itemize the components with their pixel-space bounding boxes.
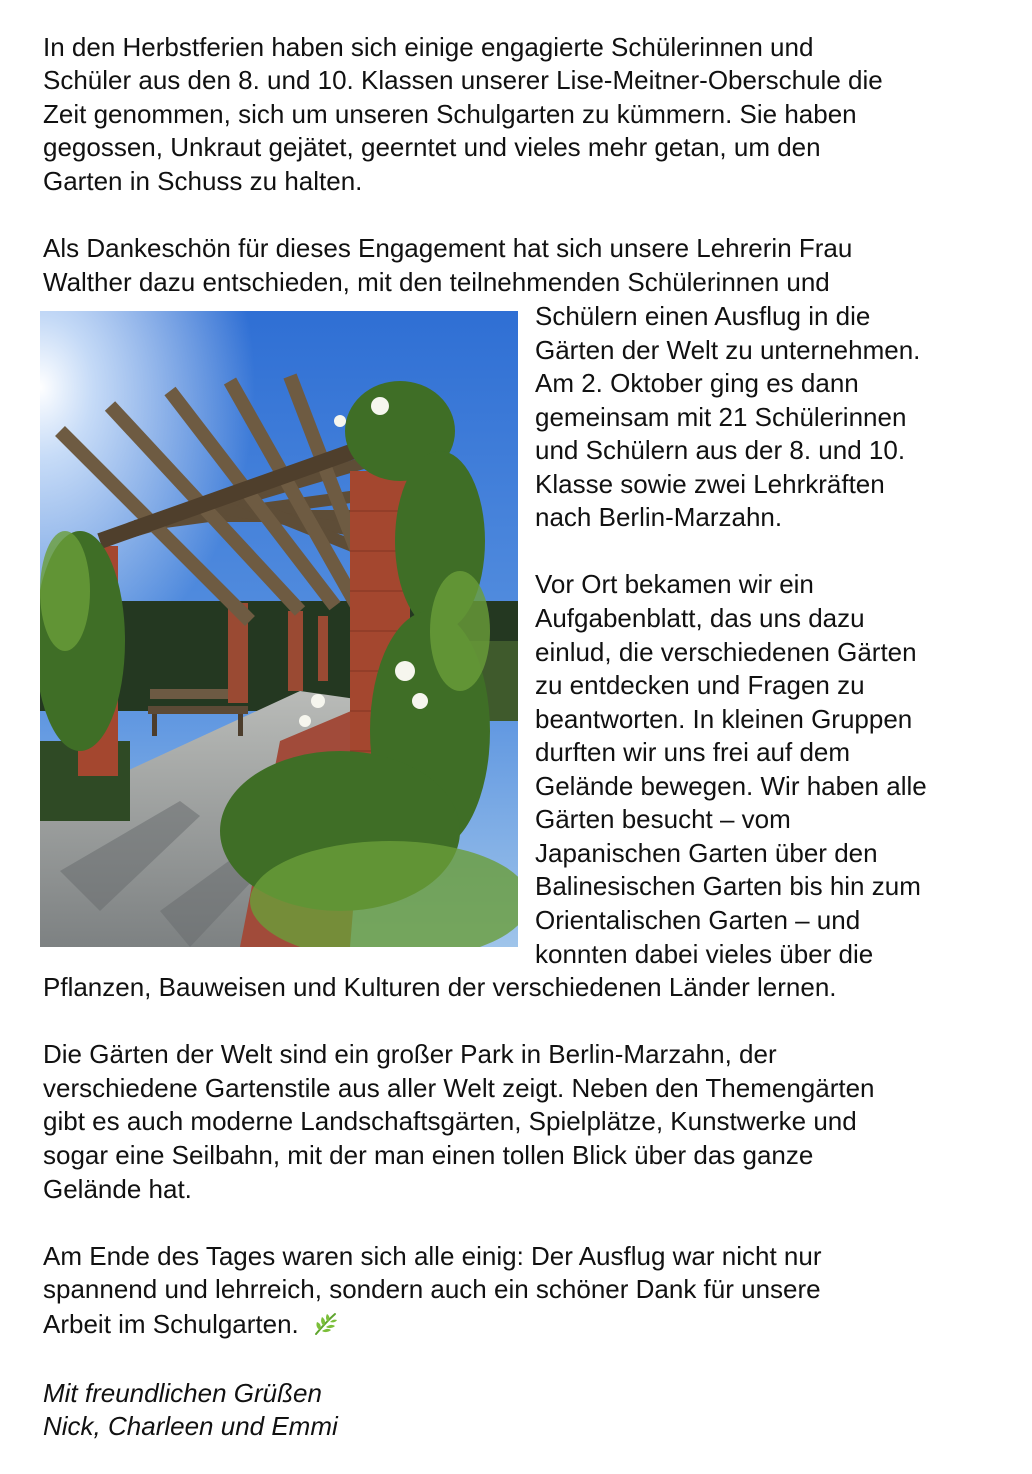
text-line-with-icon — [43, 1308, 339, 1346]
text-line: Aufgabenblatt, das uns dazu — [535, 603, 865, 633]
text-line: Pflanzen, Bauweisen und Kulturen der verschiedenen Länder lernen. — [43, 972, 837, 1002]
text-line: Am 2. Oktober ging es dann — [535, 368, 859, 398]
text-line: Am Ende des Tages waren sich alle einig: Der Ausflug war nicht nur — [43, 1241, 822, 1271]
text-line: sogar eine Seilbahn, mit der man einen tollen Blick über das ganze — [43, 1140, 814, 1170]
text-line: Arbeit im Schulgarten. — [43, 1309, 299, 1339]
text-line: Als Dankeschön für dieses Engagement hat sich unsere Lehrerin Frau — [43, 233, 853, 263]
text-line: Gärten besucht – vom — [535, 804, 791, 834]
text-line: Balinesischen Garten bis hin zum — [535, 871, 921, 901]
text-line: spannend und lehrreich, sondern auch ein schöner Dank für unsere — [43, 1274, 821, 1304]
text-line: Die Gärten der Welt sind ein großer Park in Berlin-Marzahn, der — [43, 1039, 777, 1069]
pergola-illustration — [40, 311, 518, 947]
text-line: durften wir uns frei auf dem — [535, 737, 851, 767]
text-line: gegossen, Unkraut gejätet, geerntet und vieles mehr getan, um den — [43, 132, 821, 162]
text-line: gibt es auch moderne Landschaftsgärten, Spielplätze, Kunstwerke und — [43, 1106, 857, 1136]
author-names: Nick, Charleen und Emmi — [43, 1411, 338, 1441]
herb-leaf-icon — [313, 1311, 339, 1346]
text-line: Klasse sowie zwei Lehrkräften — [535, 469, 885, 499]
text-line: Gelände bewegen. Wir haben alle — [535, 771, 927, 801]
text-line: gemeinsam mit 21 Schülerinnen — [535, 402, 907, 432]
text-line: Schüler aus den 8. und 10. Klassen unserer Lise-Meitner-Oberschule die — [43, 65, 883, 95]
text-line: und Schülern aus der 8. und 10. — [535, 435, 906, 465]
text-line: Garten in Schuss zu halten. — [43, 166, 363, 196]
closing-greeting: Mit freundlichen Grüßen — [43, 1378, 322, 1408]
garden-pergola-photo — [40, 311, 518, 947]
text-line: beantworten. In kleinen Gruppen — [535, 704, 913, 734]
text-line: Vor Ort bekamen wir ein — [535, 569, 814, 599]
text-line: nach Berlin-Marzahn. — [535, 502, 783, 532]
text-line: Schülern einen Ausflug in die — [535, 301, 871, 331]
text-line: Orientalischen Garten – und — [535, 905, 861, 935]
text-line: zu entdecken und Fragen zu — [535, 670, 865, 700]
text-line: einlud, die verschiedenen Gärten — [535, 637, 917, 667]
text-line: Zeit genommen, sich um unseren Schulgarten zu kümmern. Sie haben — [43, 99, 857, 129]
text-line: konnten dabei vieles über die — [535, 939, 874, 969]
text-line: Japanischen Garten über den — [535, 838, 878, 868]
text-line: Gelände hat. — [43, 1174, 192, 1204]
text-line: verschiedene Gartenstile aus aller Welt zeigt. Neben den Themengärten — [43, 1073, 875, 1103]
text-line: Gärten der Welt zu unternehmen. — [535, 335, 921, 365]
text-line: Walther dazu entschieden, mit den teilnehmenden Schülerinnen und — [43, 267, 830, 297]
text-line: In den Herbstferien haben sich einige engagierte Schülerinnen und — [43, 32, 814, 62]
